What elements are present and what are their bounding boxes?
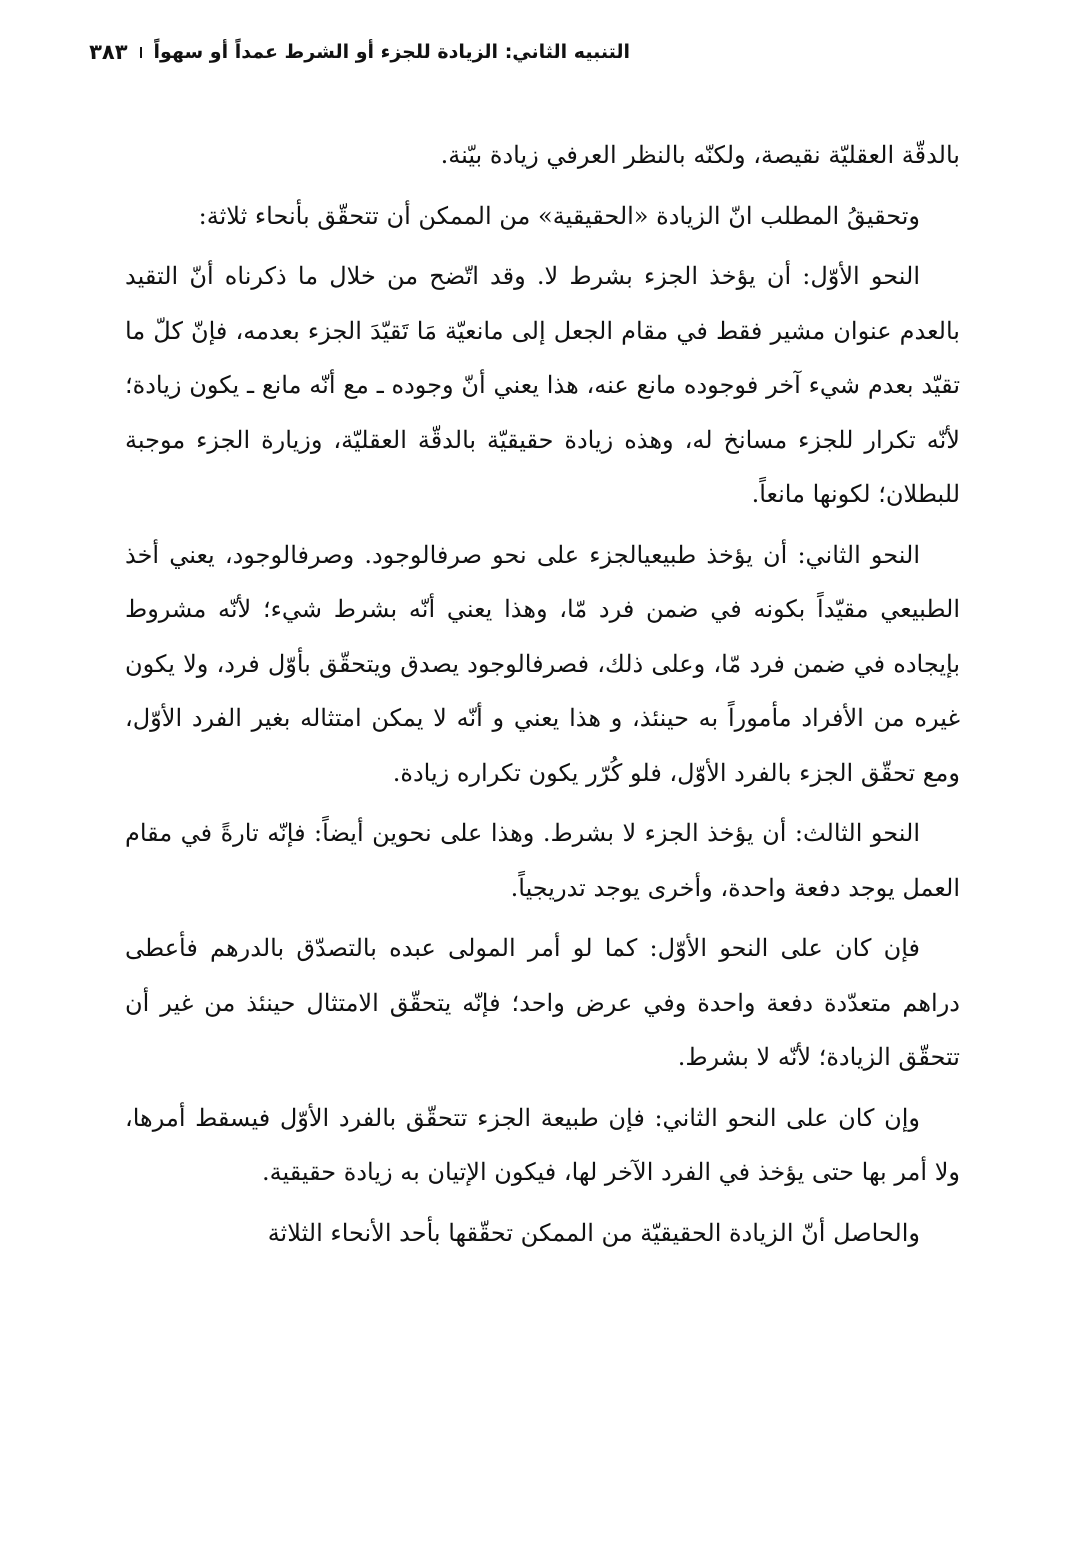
paragraph: بالدقّة العقليّة نقيصة، ولكنّه بالنظر العرفي زيادة بيّنة. [440,141,960,169]
square-marker-icon [140,47,142,58]
paragraph: وتحقيقُ المطلب انّ الزيادة «الحقيقية» من الممكن أن تتحقّق بأنحاء ثلاثة: [198,201,920,230]
paragraph: والحاصل أنّ الزيادة الحقيقيّة من الممكن تحقّقها بأحد الأنحاء الثلاثة [267,1218,920,1247]
paragraph: وإن كان على النحو الثاني: فإن طبيعة الجزء تتحقّق بالفرد الأوّل فيسقط أمرها، ولا أمر بها حتى يؤخذ في الفرد الآخر لها، فيكون الإتيان به زيادة حقيقية. [125,1103,960,1186]
paragraph: فإن كان على النحو الأوّل: كما لو أمر المولى عبده بالتصدّق بالدرهم فأعطى دراهم متعدّدة دفعة واحدة وفي عرض واحد؛ فإنّه يتحقّق الامتثال حينئذ من غير أن تتحقّق الزيادة؛ لأنّه لا بشرط. [125,934,960,1071]
body-text [125,128,960,1266]
paragraph: النحو الثالث: أن يؤخذ الجزء لا بشرط. وهذا على نحوين أيضاً: فإنّه تارةً في مقام العمل يوجد دفعة واحدة، وأخرى يوجد تدريجياً. [125,819,960,902]
paragraph: النحو الثاني: أن يؤخذ طبيعيالجزء على نحو صرفالوجود. وصرفالوجود، يعني أخذ الطبيعي مقيّداً بكونه في ضمن فرد مّا، وهذا يعني أنّه بشرط شيء؛ لأنّه مشروط بإيجاده في ضمن فرد مّا، وعلى ذلك، فصرفالوجود يصدق ويتحقّق بأوّل فرد، ولا يكون غيره من الأفراد مأموراً به حينئذ، و هذا يعني و أنّه لا يمكن امتثاله بغير الفرد الأوّل، ومع تحقّق الجزء بالفرد الأوّل، فلو كُرّر يكون تكراره زيادة. [125,540,961,787]
header-title: التنبيه الثاني: الزيادة للجزء أو الشرط عمداً أو سهواً [153,41,630,63]
running-header [89,40,630,64]
page-number: ٣٨٣ [89,40,128,64]
paragraph: النحو الأوّل: أن يؤخذ الجزء بشرط لا. وقد اتّضح من خلال ما ذكرناه أنّ التقيد بالعدم عنوان مشير فقط في مقام الجعل إلى مانعيّة مَا تَقيّدَ الجزء بعدمه، فإنّ كلّ ما تقيّد بعدم شيء آخر فوجوده مانع عنه، هذا يعني أنّ وجوده ـ مع أنّه مانع ـ يكون زيادة؛ لأنّه تكرار للجزء مسانخ له، وهذه زيادة حقيقيّة بالدقّة العقليّة، وزيارة الجزء موجبة للبطلان؛ لكونها مانعاً. [125,262,960,508]
